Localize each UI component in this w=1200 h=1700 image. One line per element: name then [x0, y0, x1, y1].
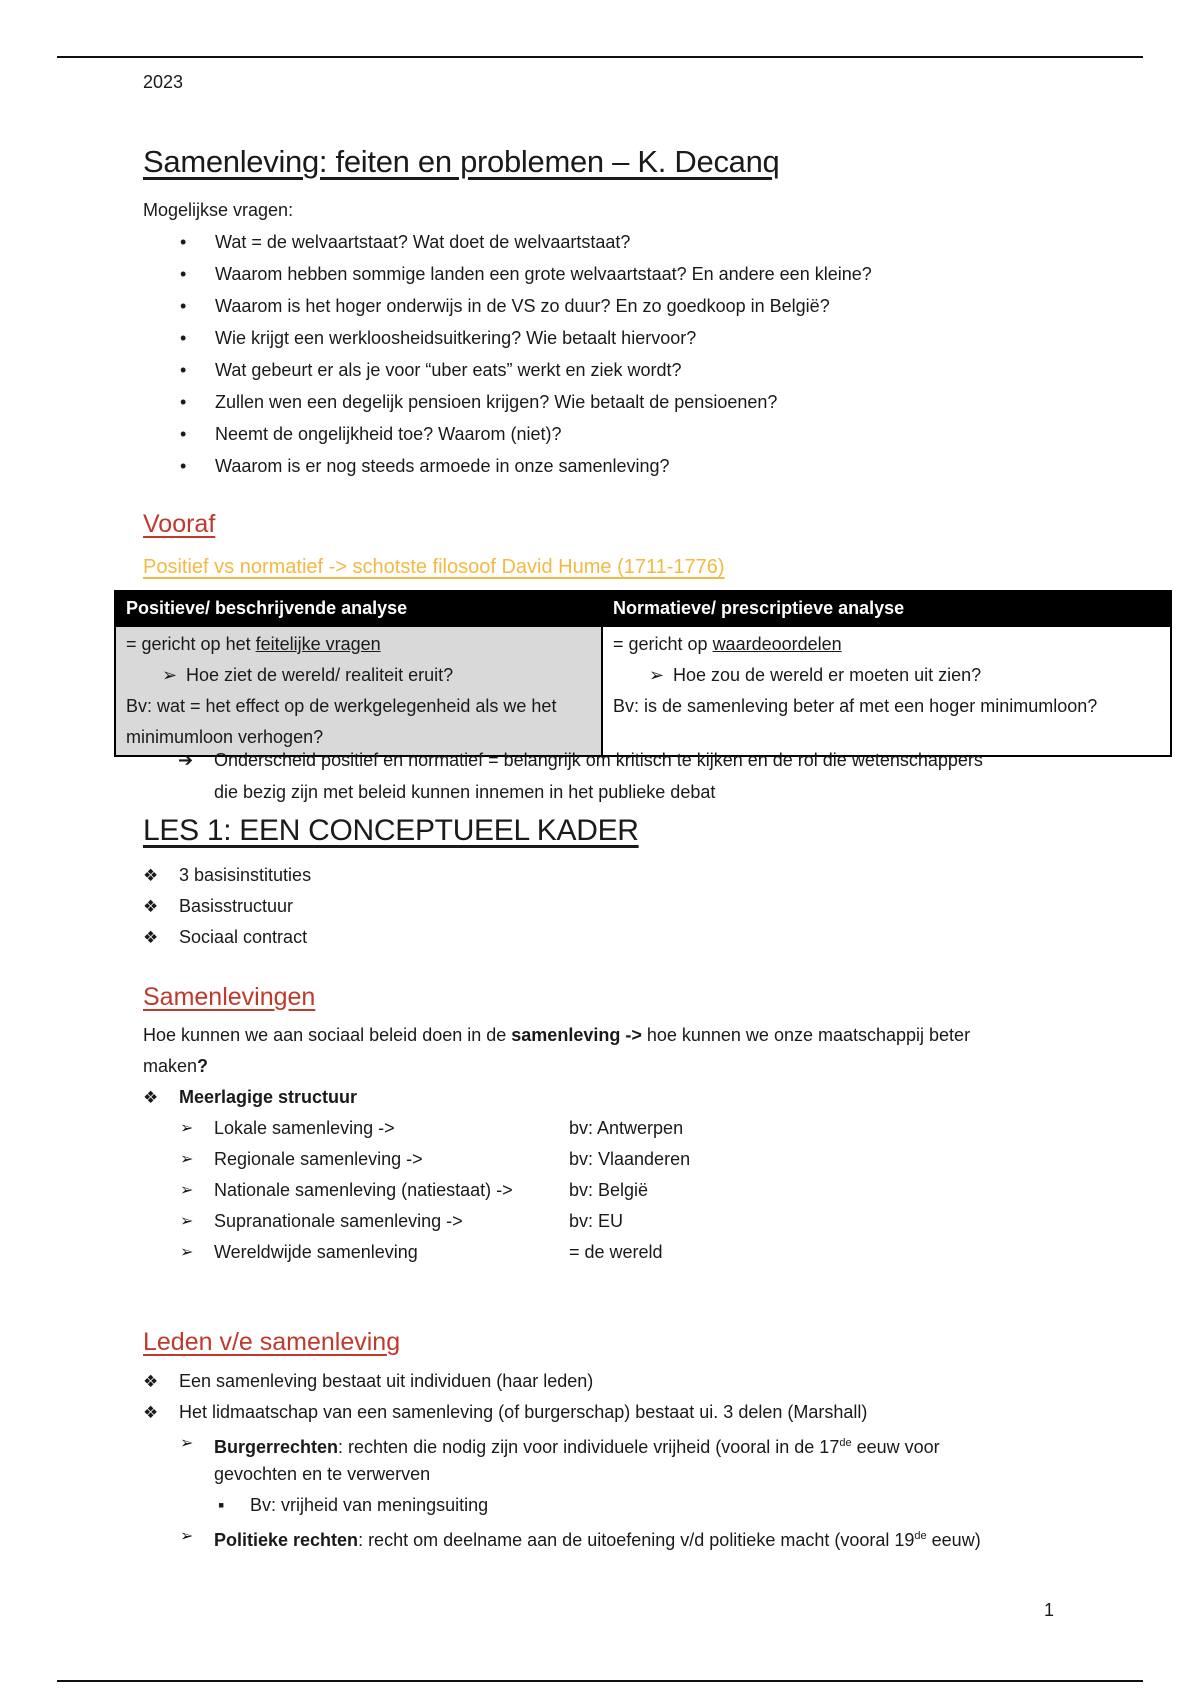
list-item [178, 1521, 981, 1552]
list-item [178, 1237, 690, 1268]
list-item: • Waarom is er nog steeds armoede in onze samenleving? [175, 450, 872, 482]
list-item [178, 1428, 940, 1459]
list-item: • Wie krijgt een werkloosheidsuitkering? Wie betaalt hiervoor? [175, 322, 872, 354]
rights-text: : recht om deelname aan de uitoefening v/d politieke macht (vooral 19 [358, 1530, 915, 1550]
structure-list [143, 1082, 357, 1113]
leden-list [143, 1366, 867, 1428]
list-item-continued [178, 1459, 940, 1490]
arrowhead-icon: ➢ [162, 665, 178, 685]
rights-text: gevochten en te verwerven [214, 1464, 431, 1484]
def-term: waardeoordelen [712, 634, 842, 654]
intro-bold: ? [197, 1056, 209, 1076]
rights-text: eeuw voor [851, 1437, 940, 1457]
example-item: ▪ Bv: vrijheid van meningsuiting [214, 1490, 488, 1521]
level-name: Supranationale samenleving -> [214, 1211, 463, 1231]
table-header-normative: Normatieve/ prescriptieve analyse [602, 591, 1171, 626]
bottom-rule [57, 1680, 1143, 1682]
header-year: 2023 [143, 72, 184, 92]
levels-list [178, 1113, 690, 1268]
rights-term: Politieke rechten [214, 1530, 359, 1550]
heading-samenlevingen: Samenlevingen [143, 983, 316, 1011]
intro-text: hoe kunnen we onze maatschappij beter [641, 1025, 971, 1045]
list-item: • Waarom hebben sommige landen een grote welvaartstaat? En andere een kleine? [175, 258, 872, 290]
example: Bv: wat = het effect op de werkgelegenheid als we het minimumloon verhogen? [126, 696, 557, 747]
les1-list [143, 860, 311, 953]
level-name: Wereldwijde samenleving [214, 1242, 418, 1262]
list-item: ❖ Het lidmaatschap van een samenleving (of burgerschap) bestaat ui. 3 delen (Marshall) [143, 1397, 867, 1428]
list-item [178, 1175, 690, 1206]
samenlevingen-intro-continued [143, 1051, 208, 1082]
list-item: • Neemt de ongelijkheid toe? Waarom (niet)? [175, 418, 872, 450]
page-number: 1 [1044, 1600, 1055, 1620]
level-example: bv: EU [569, 1211, 624, 1231]
intro-text: Hoe kunnen we aan sociaal beleid doen in de [143, 1025, 512, 1045]
rights-text: : rechten die nodig zijn voor individuele vrijheid (vooral in de 17 [338, 1437, 840, 1457]
list-item: ❖ 3 basisinstituties [143, 860, 311, 891]
arrowhead-icon: ➢ [649, 665, 665, 685]
structure-label: ❖ Meerlagige structuur [143, 1082, 357, 1113]
heading-vooraf: Vooraf [143, 510, 216, 538]
list-item: ❖ Sociaal contract [143, 922, 311, 953]
arrow-right-icon: ➔ [178, 750, 194, 770]
samenlevingen-intro [143, 1020, 970, 1051]
level-name: Nationale samenleving (natiestaat) -> [214, 1180, 513, 1200]
table-header-positive: Positieve/ beschrijvende analyse [115, 591, 602, 626]
list-item: ❖ Basisstructuur [143, 891, 311, 922]
top-rule [57, 56, 1143, 58]
intro-text: maken [143, 1056, 198, 1076]
conclusion [178, 744, 983, 776]
conclusion-line: Onderscheid positief en normatief = belangrijk om kritisch te kijken en de rol die wetenschappers [214, 750, 983, 770]
document-title: Samenleving: feiten en problemen – K. Decanq [143, 144, 780, 179]
list-item: • Zullen wen een degelijk pensioen krijgen? Wie betaalt de pensioenen? [175, 386, 872, 418]
list-item: • Wat = de welvaartstaat? Wat doet de welvaartstaat? [175, 226, 872, 258]
level-example: = de wereld [569, 1242, 663, 1262]
example: Bv: is de samenleving beter af met een hoger minimumloon? [613, 696, 1098, 716]
list-item: • Wat gebeurt er als je voor “uber eats” werkt en ziek wordt? [175, 354, 872, 386]
level-example: bv: België [569, 1180, 649, 1200]
def-term: feitelijke vragen [255, 634, 381, 654]
heading-leden: Leden v/e samenleving [143, 1328, 401, 1356]
def-prefix: = gericht op het [126, 634, 256, 654]
subheading-positief-normatief: Positief vs normatief -> schotste filosoof David Hume (1711-1776) [143, 556, 725, 578]
question: Hoe zou de wereld er moeten uit zien? [673, 665, 982, 685]
questions-label: Mogelijkse vragen: [143, 200, 294, 220]
rights-text: eeuw) [926, 1530, 981, 1550]
list-item: ❖ Een samenleving bestaat uit individuen (haar leden) [143, 1366, 867, 1397]
level-name: Regionale samenleving -> [214, 1149, 423, 1169]
rights-list [178, 1428, 940, 1490]
question: Hoe ziet de wereld/ realiteit eruit? [186, 665, 454, 685]
table-cell-positive [115, 626, 602, 756]
level-name: Lokale samenleving -> [214, 1118, 395, 1138]
def-prefix: = gericht op [613, 634, 713, 654]
level-example: bv: Vlaanderen [569, 1149, 691, 1169]
intro-bold: samenleving -> [511, 1025, 642, 1045]
list-item [178, 1113, 690, 1144]
superscript: de [839, 1437, 852, 1449]
rights-term: Burgerrechten [214, 1437, 339, 1457]
comparison-table [114, 590, 1172, 757]
questions-list [175, 226, 872, 482]
les1-heading: LES 1: EEN CONCEPTUEEL KADER [143, 814, 639, 847]
list-item [178, 1144, 690, 1175]
table-cell-normative [602, 626, 1171, 756]
list-item: • Waarom is het hoger onderwijs in de VS zo duur? En zo goedkoop in België? [175, 290, 872, 322]
list-item [178, 1206, 690, 1237]
level-example: bv: Antwerpen [569, 1118, 684, 1138]
rights-list [178, 1521, 981, 1552]
conclusion-continued: die bezig zijn met beleid kunnen innemen in het publieke debat [214, 782, 716, 802]
superscript: de [914, 1530, 927, 1542]
